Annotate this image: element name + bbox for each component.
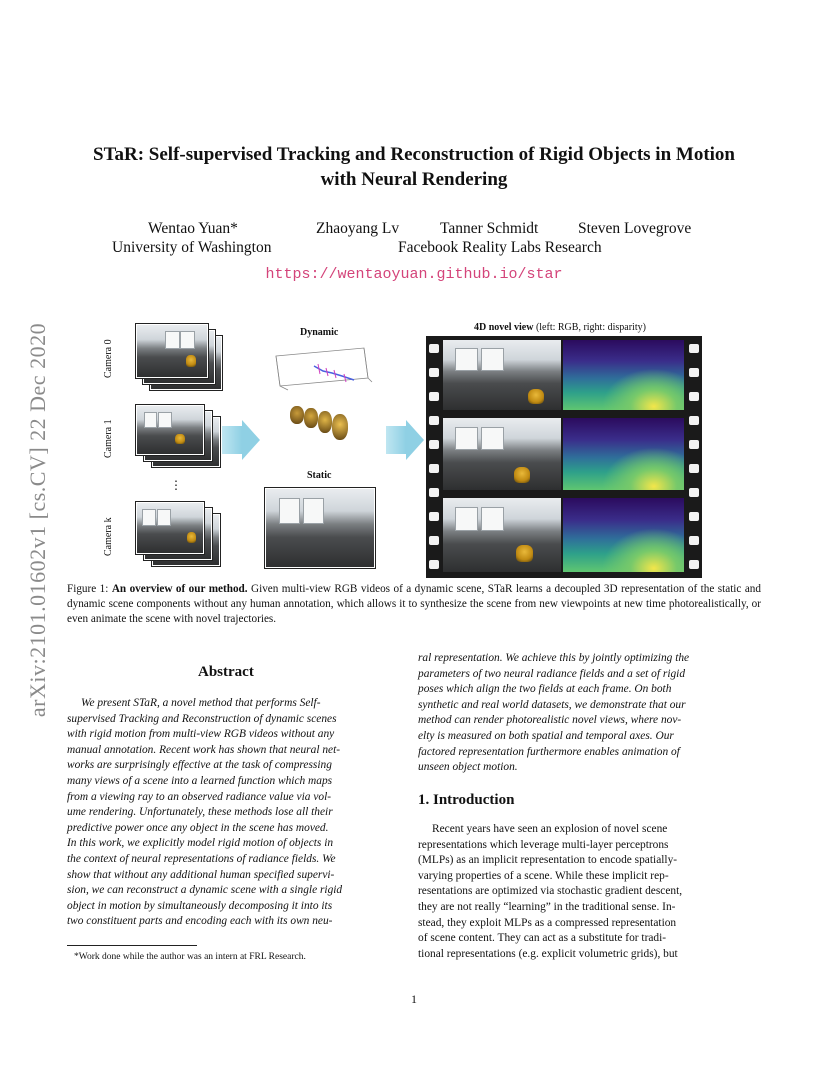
duck-object [332, 414, 348, 440]
intro-line: varying properties of a scene. While these implicit rep- [418, 869, 669, 882]
camera-k-frame [136, 502, 204, 554]
abstract-line: sion, we can reconstruct a dynamic scene with a single rigid [67, 884, 343, 897]
caption-bold: An overview of our method. [111, 583, 248, 595]
abstract-line: with rigid motion from multi-view RGB videos without any [67, 728, 335, 741]
camera-0-frame [136, 324, 208, 378]
abstract-line: many views of a scene into a learned function which maps [67, 774, 333, 787]
intro-body [418, 822, 740, 962]
abstract-line: In this work, we explicitly model rigid motion of objects in [67, 837, 334, 850]
novel-view-disparity-1 [563, 340, 684, 410]
figure-caption [67, 582, 761, 627]
abstract-line: ume rendering. Unfortunately, these methods lose all their [67, 806, 333, 819]
abstract-heading: Abstract [198, 664, 254, 680]
project-url[interactable]: https://wentaoyuan.github.io/star [265, 266, 563, 283]
camera-0-label: Camera 0 [103, 339, 114, 378]
abstract-body [67, 696, 389, 930]
novel-view-label [474, 322, 646, 333]
abstract-line: synthetic and real world datasets, we demonstrate that our [418, 698, 686, 711]
arrow-right-icon [222, 426, 242, 454]
camera-k-label: Camera k [103, 517, 114, 556]
abstract-line: two constituent parts and encoding each with its own neu- [67, 915, 333, 928]
intro-line: representations which leverage multi-layer perceptrons [418, 838, 669, 851]
abstract-line: unseen object motion. [418, 761, 518, 774]
title-line-2: with Neural Rendering [320, 169, 508, 190]
camera-1-frame [136, 405, 204, 455]
intro-line: (MLPs) as an implicit representation to encode spatially- [418, 854, 678, 867]
novel-view-disparity-3 [563, 498, 684, 572]
abstract-line: method can render photorealistic novel views, where nov- [418, 714, 682, 727]
novel-view-rgb-3 [443, 498, 561, 572]
intro-heading: 1. Introduction [418, 792, 515, 808]
novel-view-disparity-2 [563, 418, 684, 490]
abstract-line: factored representation furthermore enables animation of [418, 745, 680, 758]
dynamic-label: Dynamic [300, 327, 339, 338]
arrow-head-icon [242, 420, 260, 460]
intro-line: resentations are optimized via stochastic gradient descent, [418, 885, 683, 898]
trajectory-plot [268, 342, 374, 394]
ellipsis: ⋮ [170, 478, 182, 492]
intro-line: they are not really “learning” in the traditional sense. In- [418, 900, 676, 913]
paper-title [60, 142, 768, 192]
author-4: Steven Lovegrove [578, 220, 692, 237]
abstract-line: show that without any additional human specified supervi- [67, 868, 335, 881]
intro-line: tional representations (e.g. explicit volumetric grids), but [418, 947, 678, 960]
abstract-line: poses which align the two fields at each frame. On both [418, 683, 672, 696]
abstract-line: works are surprisingly effective at the task of compressing [67, 759, 332, 772]
camera-1-label: Camera 1 [103, 419, 114, 458]
title-line-1: STaR: Self-supervised Tracking and Reconstruction of Rigid Objects in Motion [93, 144, 735, 165]
page-number: 1 [411, 992, 417, 1006]
novel-view-rgb-2 [443, 418, 561, 490]
arxiv-stamp [18, 280, 58, 760]
novel-view-rgb-1 [443, 340, 561, 410]
abstract-line: ral representation. We achieve this by jointly optimizing the [418, 652, 690, 664]
abstract-line: elty is measured on both spatial and temporal axes. Our [418, 729, 674, 742]
author-2: Zhaoyang Lv [316, 220, 400, 237]
novel-view-label-rest: (left: RGB, right: disparity) [533, 322, 646, 333]
affiliation-uw: University of Washington [112, 239, 272, 256]
static-scene-image [265, 488, 375, 568]
abstract-continued [418, 651, 740, 776]
intro-line: Recent years have seen an explosion of novel scene [432, 823, 668, 835]
abstract-line: the context of neural representations of radiance fields. We [67, 852, 336, 865]
abstract-line: We present STaR, a novel method that performs Self- [81, 697, 321, 709]
novel-view-label-bold: 4D novel view [474, 322, 534, 333]
duck-object [318, 411, 332, 433]
abstract-line: predictive power once any object in the scene has moved. [67, 821, 329, 834]
intro-line: of scene content. They can act as a substitute for tradi- [418, 932, 667, 945]
arrow-head-icon [406, 420, 424, 460]
film-strip [426, 336, 702, 578]
arxiv-stamp-text: arXiv:2101.01602v1 [cs.CV] 22 Dec 2020 [25, 322, 50, 718]
abstract-line: parameters of two neural radiance fields and a set of rigid [418, 667, 686, 680]
footnote: *Work done while the author was an intern at FRL Research. [74, 952, 306, 962]
arrow-right-icon [386, 426, 406, 454]
caption-prefix: Figure 1: [67, 583, 112, 595]
static-label: Static [307, 470, 332, 481]
footnote-rule [67, 945, 197, 946]
duck-object [304, 408, 318, 428]
caption-text: Given multi-view RGB videos of a dynamic scene, STaR learns a decoupled 3D representation of the static and dynamic scene components without any human annotation, which allows it to synthesize the scene from new viewpoints at new time photorealistically, or even animate the scene with novel trajectories. [67, 583, 761, 625]
author-3: Tanner Schmidt [440, 220, 539, 237]
author-1: Wentao Yuan* [148, 220, 238, 237]
abstract-line: from a viewing ray to an observed radiance value via vol- [67, 790, 332, 803]
abstract-line: supervised Tracking and Reconstruction of dynamic scenes [67, 712, 337, 725]
duck-object [290, 406, 304, 424]
abstract-line: object in motion by simultaneously decomposing it into its [67, 899, 333, 912]
intro-line: stead, they exploit MLPs as a compressed representation [418, 916, 677, 929]
abstract-line: manual annotation. Recent work has shown that neural net- [67, 743, 341, 756]
affiliation-frl: Facebook Reality Labs Research [398, 239, 602, 256]
